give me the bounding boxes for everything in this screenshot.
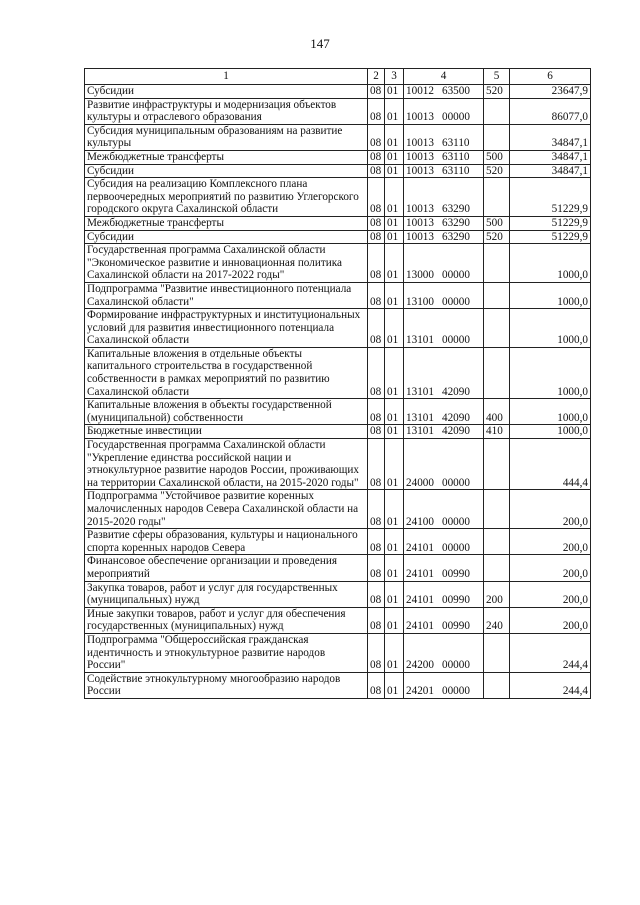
row-target-article	[404, 581, 484, 607]
row-expense-type	[484, 282, 510, 308]
row-subsection: 01	[385, 529, 404, 555]
table-row	[85, 439, 591, 490]
row-subsection: 01	[385, 216, 404, 230]
row-subsection: 01	[385, 439, 404, 490]
row-section: 08	[368, 164, 385, 178]
row-target-article-program: 24101	[406, 620, 434, 633]
row-amount: 1000,0	[510, 399, 591, 425]
row-target-article-program: 10012	[406, 85, 434, 97]
row-target-article	[404, 164, 484, 178]
row-target-article-program: 10013	[406, 150, 434, 163]
row-amount: 34847,1	[510, 124, 591, 150]
row-target-article	[404, 178, 484, 217]
row-section: 08	[368, 98, 385, 124]
row-target-article	[404, 282, 484, 308]
row-target-article-direction: 00000	[441, 659, 470, 672]
table-row	[85, 347, 591, 398]
row-expense-type: 200	[484, 581, 510, 607]
row-expense-type	[484, 98, 510, 124]
row-section: 08	[368, 607, 385, 633]
row-target-article	[404, 672, 484, 698]
row-target-article-program: 10013	[406, 111, 434, 124]
row-name: Подпрограмма "Устойчивое развитие коренных малочисленных народов Севера Сахалинской области на 2015-2020 годы"	[85, 490, 368, 529]
row-subsection: 01	[385, 399, 404, 425]
row-target-article-program: 10013	[406, 230, 434, 243]
row-target-article-program: 13000	[406, 269, 434, 282]
header-cell-amount: 6	[510, 69, 591, 85]
row-name: Субсидия на реализацию Комплексного плана первоочередных мероприятий по развитию Углегорского городского округа Сахалинской области	[85, 178, 368, 217]
row-name: Государственная программа Сахалинской области "Укрепление единства российской нации и этнокультурное развитие народов России, проживающих на территории Сахалинской области, на 2015-2020 годы"	[85, 439, 368, 490]
row-expense-type: 410	[484, 425, 510, 439]
row-target-article-direction: 63290	[441, 230, 470, 243]
row-target-article-direction: 00990	[441, 620, 470, 633]
row-name: Формирование инфраструктурных и институциональных условий для развития инвестиционного потенциала Сахалинской области	[85, 309, 368, 348]
row-target-article-direction: 00000	[441, 334, 470, 347]
row-subsection: 01	[385, 581, 404, 607]
row-amount: 244,4	[510, 633, 591, 672]
header-cell-section: 2	[368, 69, 385, 85]
row-amount: 1000,0	[510, 309, 591, 348]
row-target-article	[404, 555, 484, 581]
table-row	[85, 555, 591, 581]
row-target-article-direction: 42090	[441, 385, 470, 398]
row-expense-type: 400	[484, 399, 510, 425]
row-target-article-program: 10013	[406, 164, 434, 177]
row-amount: 200,0	[510, 490, 591, 529]
row-expense-type	[484, 529, 510, 555]
row-name: Межбюджетные трансферты	[85, 150, 368, 164]
budget-table	[84, 68, 591, 699]
row-section: 08	[368, 439, 385, 490]
row-subsection: 01	[385, 164, 404, 178]
row-subsection: 01	[385, 98, 404, 124]
table-row	[85, 178, 591, 217]
row-name: Субсидии	[85, 230, 368, 244]
row-target-article-direction: 42090	[441, 411, 470, 424]
table-row	[85, 529, 591, 555]
row-expense-type: 520	[484, 230, 510, 244]
row-subsection: 01	[385, 555, 404, 581]
table-row	[85, 309, 591, 348]
row-section: 08	[368, 399, 385, 425]
row-subsection: 01	[385, 490, 404, 529]
page-number: 147	[310, 36, 330, 51]
row-expense-type: 500	[484, 150, 510, 164]
row-target-article-direction: 63290	[441, 216, 470, 229]
row-subsection: 01	[385, 244, 404, 283]
row-target-article-program: 24000	[406, 476, 434, 489]
row-expense-type: 240	[484, 607, 510, 633]
row-target-article	[404, 216, 484, 230]
row-expense-type	[484, 490, 510, 529]
row-target-article-direction: 63110	[441, 164, 470, 177]
row-target-article-direction: 00000	[441, 515, 470, 528]
row-target-article-program: 13101	[406, 334, 434, 347]
header-cell-target-article: 4	[404, 69, 484, 85]
row-target-article-program: 24100	[406, 515, 434, 528]
row-subsection: 01	[385, 150, 404, 164]
row-target-article	[404, 150, 484, 164]
row-target-article-direction: 63110	[441, 150, 470, 163]
row-amount: 1000,0	[510, 282, 591, 308]
row-section: 08	[368, 244, 385, 283]
table-row	[85, 98, 591, 124]
row-target-article-direction: 00000	[441, 111, 470, 124]
table-row	[85, 633, 591, 672]
row-amount: 444,4	[510, 439, 591, 490]
row-target-article-program: 24101	[406, 567, 434, 580]
table-row	[85, 425, 591, 439]
row-expense-type	[484, 124, 510, 150]
row-name: Подпрограмма "Развитие инвестиционного потенциала Сахалинской области"	[85, 282, 368, 308]
row-name: Закупка товаров, работ и услуг для государственных (муниципальных) нужд	[85, 581, 368, 607]
row-expense-type: 500	[484, 216, 510, 230]
row-target-article-direction: 00000	[441, 541, 470, 554]
table-row	[85, 581, 591, 607]
row-section: 08	[368, 282, 385, 308]
row-expense-type	[484, 347, 510, 398]
row-section: 08	[368, 216, 385, 230]
row-name: Капитальные вложения в отдельные объекты капитального строительства в государственной собственности в рамках мероприятий по развитию Сахалинской области	[85, 347, 368, 398]
row-section: 08	[368, 490, 385, 529]
row-subsection: 01	[385, 633, 404, 672]
row-name: Межбюджетные трансферты	[85, 216, 368, 230]
row-expense-type	[484, 555, 510, 581]
row-section: 08	[368, 85, 385, 99]
row-subsection: 01	[385, 309, 404, 348]
row-target-article	[404, 607, 484, 633]
row-name: Субсидия муниципальным образованиям на развитие культуры	[85, 124, 368, 150]
row-target-article-direction: 63290	[441, 203, 470, 216]
row-subsection: 01	[385, 178, 404, 217]
header-row	[85, 69, 591, 85]
table-row	[85, 150, 591, 164]
row-expense-type	[484, 439, 510, 490]
row-name: Финансовое обеспечение организации и проведения мероприятий	[85, 555, 368, 581]
row-target-article-direction: 00990	[441, 594, 470, 607]
row-subsection: 01	[385, 282, 404, 308]
row-subsection: 01	[385, 347, 404, 398]
row-target-article-program: 13101	[406, 411, 434, 424]
row-expense-type	[484, 309, 510, 348]
row-target-article	[404, 633, 484, 672]
row-section: 08	[368, 633, 385, 672]
row-target-article	[404, 399, 484, 425]
table-row	[85, 399, 591, 425]
row-name: Развитие инфраструктуры и модернизация объектов культуры и отраслевого образования	[85, 98, 368, 124]
row-subsection: 01	[385, 124, 404, 150]
row-target-article-direction: 00990	[441, 567, 470, 580]
row-target-article-program: 13101	[406, 385, 434, 398]
row-name: Содействие этнокультурному многообразию народов России	[85, 672, 368, 698]
table-row	[85, 216, 591, 230]
row-target-article	[404, 230, 484, 244]
header-cell-name: 1	[85, 69, 368, 85]
row-amount: 200,0	[510, 529, 591, 555]
row-target-article	[404, 309, 484, 348]
row-target-article-program: 10013	[406, 203, 434, 216]
table-row	[85, 164, 591, 178]
row-name: Субсидии	[85, 164, 368, 178]
table-row	[85, 490, 591, 529]
table-row	[85, 672, 591, 698]
row-target-article	[404, 347, 484, 398]
row-amount: 200,0	[510, 607, 591, 633]
row-section: 08	[368, 124, 385, 150]
row-amount: 200,0	[510, 555, 591, 581]
header-cell-expense-type: 5	[484, 69, 510, 85]
header-cell-subsection: 3	[385, 69, 404, 85]
row-target-article	[404, 244, 484, 283]
row-name: Государственная программа Сахалинской области "Экономическое развитие и инновационная политика Сахалинской области на 2017-2022 годы"	[85, 244, 368, 283]
row-target-article-direction: 00000	[441, 295, 470, 308]
table-row	[85, 244, 591, 283]
row-subsection: 01	[385, 607, 404, 633]
row-target-article-program: 24101	[406, 594, 434, 607]
row-name: Капитальные вложения в объекты государственной (муниципальной) собственности	[85, 399, 368, 425]
row-section: 08	[368, 309, 385, 348]
row-amount: 23647,9	[510, 85, 591, 99]
row-target-article-program: 10013	[406, 137, 434, 150]
row-target-article-program: 13101	[406, 425, 434, 438]
row-amount: 200,0	[510, 581, 591, 607]
row-target-article-program: 13100	[406, 295, 434, 308]
row-name: Развитие сферы образования, культуры и национального спорта коренных народов Севера	[85, 529, 368, 555]
row-amount: 244,4	[510, 672, 591, 698]
table-row	[85, 124, 591, 150]
row-name: Иные закупки товаров, работ и услуг для обеспечения государственных (муниципальных) нужд	[85, 607, 368, 633]
row-target-article-direction: 63500	[441, 85, 470, 97]
row-amount: 1000,0	[510, 244, 591, 283]
row-section: 08	[368, 178, 385, 217]
row-subsection: 01	[385, 85, 404, 99]
row-expense-type	[484, 178, 510, 217]
table-row	[85, 85, 591, 99]
row-amount: 34847,1	[510, 150, 591, 164]
row-expense-type: 520	[484, 164, 510, 178]
row-section: 08	[368, 425, 385, 439]
row-name: Бюджетные инвестиции	[85, 425, 368, 439]
row-amount: 51229,9	[510, 216, 591, 230]
row-target-article	[404, 425, 484, 439]
row-target-article	[404, 98, 484, 124]
row-amount: 34847,1	[510, 164, 591, 178]
table-row	[85, 282, 591, 308]
row-target-article	[404, 124, 484, 150]
row-section: 08	[368, 230, 385, 244]
row-target-article-direction: 00000	[441, 685, 470, 698]
row-amount: 1000,0	[510, 425, 591, 439]
row-amount: 1000,0	[510, 347, 591, 398]
table-row	[85, 230, 591, 244]
row-target-article	[404, 529, 484, 555]
row-amount: 51229,9	[510, 178, 591, 217]
row-expense-type: 520	[484, 85, 510, 99]
row-target-article-direction: 63110	[441, 137, 470, 150]
row-target-article-program: 24200	[406, 659, 434, 672]
row-section: 08	[368, 581, 385, 607]
row-section: 08	[368, 529, 385, 555]
row-target-article-direction: 42090	[441, 425, 470, 438]
row-section: 08	[368, 150, 385, 164]
row-target-article	[404, 490, 484, 529]
row-target-article	[404, 85, 484, 99]
row-target-article	[404, 439, 484, 490]
row-name: Субсидии	[85, 85, 368, 99]
row-target-article-direction: 00000	[441, 269, 470, 282]
row-subsection: 01	[385, 230, 404, 244]
row-subsection: 01	[385, 425, 404, 439]
row-section: 08	[368, 672, 385, 698]
table-row	[85, 607, 591, 633]
row-section: 08	[368, 347, 385, 398]
row-target-article-program: 10013	[406, 216, 434, 229]
row-target-article-program: 24101	[406, 541, 434, 554]
row-target-article-direction: 00000	[441, 476, 470, 489]
row-expense-type	[484, 244, 510, 283]
row-target-article-program: 24201	[406, 685, 434, 698]
row-amount: 86077,0	[510, 98, 591, 124]
row-amount: 51229,9	[510, 230, 591, 244]
row-subsection: 01	[385, 672, 404, 698]
row-expense-type	[484, 672, 510, 698]
row-expense-type	[484, 633, 510, 672]
row-name: Подпрограмма "Общероссийская гражданская идентичность и этнокультурное развитие народов России"	[85, 633, 368, 672]
row-section: 08	[368, 555, 385, 581]
